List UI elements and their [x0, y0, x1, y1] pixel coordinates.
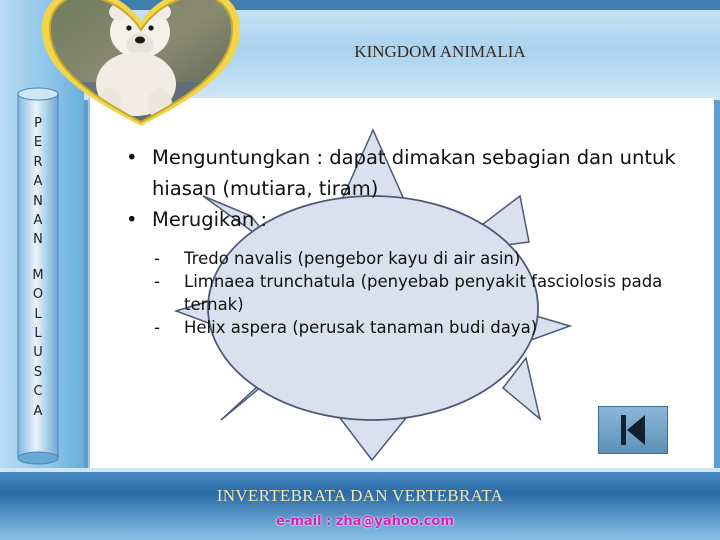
slide-title: KINGDOM ANIMALIA	[354, 42, 526, 61]
sub-marker: -	[154, 249, 160, 268]
sub-item	[122, 247, 702, 270]
vertical-letter: P	[34, 116, 42, 131]
first-slide-button[interactable]	[598, 406, 668, 454]
sub-text: Tredo navalis (pengebor kayu di air asin)	[184, 249, 521, 268]
vertical-letter: M	[32, 267, 44, 283]
skip-to-start-icon	[599, 407, 667, 453]
footer-title: INVERTEBRATA DAN VERTEBRATA	[216, 486, 504, 505]
footer-email: e-mail : zha@yahoo.com	[276, 514, 454, 529]
bullet-text: Menguntungkan : dapat dimakan sebagian dan untuk hiasan (mutiara, tiram)	[152, 146, 676, 200]
sub-text: Helix aspera (perusak tanaman budi daya)	[184, 318, 538, 337]
vertical-letter: N	[33, 193, 43, 209]
bullet-item	[122, 204, 702, 235]
vertical-letter: U	[33, 345, 43, 361]
sub-item	[122, 270, 702, 316]
vertical-letter: R	[33, 154, 43, 170]
vertical-letter: L	[34, 326, 42, 342]
vertical-letter: N	[33, 232, 43, 248]
vertical-letter: S	[33, 364, 43, 380]
vertical-letter: C	[33, 384, 43, 400]
bullet-marker: •	[126, 208, 138, 231]
vertical-letter: E	[33, 135, 43, 151]
sub-item	[122, 316, 702, 339]
vertical-letter: O	[32, 287, 44, 303]
content-text	[122, 142, 702, 339]
sub-text: Limnaea trunchatula (penyebab penyakit fasciolosis pada ternak)	[184, 272, 663, 314]
vertical-letter: A	[33, 403, 43, 419]
bullet-text: Merugikan :	[152, 208, 268, 231]
vertical-letter: L	[34, 306, 42, 322]
vertical-letter: A	[33, 213, 43, 229]
sub-marker: -	[154, 272, 160, 291]
vertical-letter: A	[33, 174, 43, 190]
vertical-gap	[16, 250, 60, 266]
vertical-label	[16, 114, 60, 421]
bullet-item	[122, 142, 702, 204]
bullet-marker: •	[126, 146, 138, 169]
sub-marker: -	[154, 318, 160, 337]
